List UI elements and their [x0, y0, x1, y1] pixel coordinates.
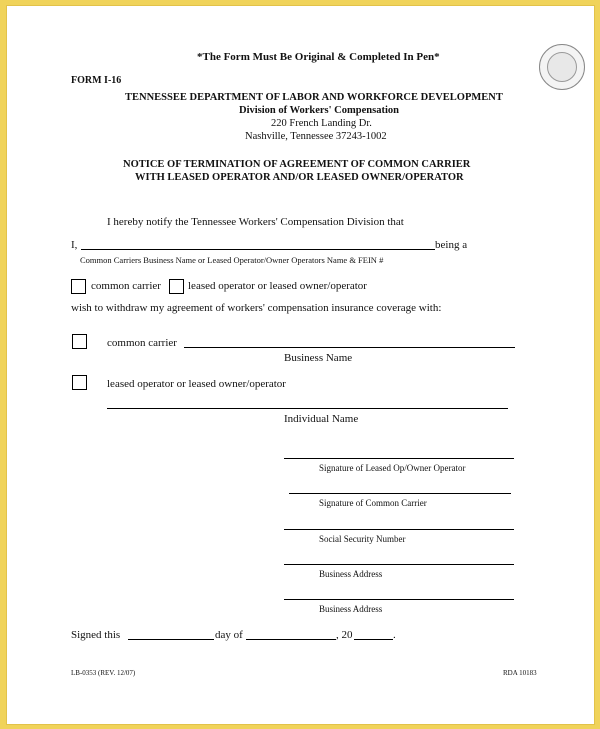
signed-day-field[interactable] — [128, 639, 214, 640]
title-line-2: WITH LEASED OPERATOR AND/OR LEASED OWNER/OPERATOR — [135, 172, 464, 183]
division-name: Division of Workers' Compensation — [239, 105, 399, 116]
business-address-caption-2: Business Address — [319, 604, 383, 614]
with-leased-operator-checkbox[interactable] — [72, 375, 87, 390]
carrier-signature-field[interactable] — [289, 493, 511, 494]
pen-notice: *The Form Must Be Original & Completed In Pen* — [197, 51, 440, 63]
name-fein-caption: Common Carriers Business Name or Leased Operator/Owner Operators Name & FEIN # — [80, 255, 384, 265]
common-carrier-option-label: common carrier — [91, 280, 161, 292]
business-address-caption-1: Business Address — [319, 569, 383, 579]
form-id: FORM I-16 — [71, 75, 122, 86]
common-carrier-checkbox[interactable] — [71, 279, 86, 294]
signed-this-label: Signed this — [71, 629, 121, 641]
business-name-field[interactable] — [184, 347, 515, 348]
leased-signature-field[interactable] — [284, 458, 514, 459]
ssn-caption: Social Security Number — [319, 534, 406, 544]
business-address-field-2[interactable] — [284, 599, 514, 600]
signed-month-field[interactable] — [246, 639, 336, 640]
intro-text: I hereby notify the Tennessee Workers' Compensation Division that — [107, 216, 404, 228]
form-revision-code: LB-0353 (REV. 12/07) — [71, 669, 136, 677]
with-common-carrier-label: common carrier — [107, 337, 177, 349]
leased-operator-option-label: leased operator or leased owner/operator — [188, 280, 367, 292]
ssn-field[interactable] — [284, 529, 514, 530]
business-address-field-1[interactable] — [284, 564, 514, 565]
address-line-1: 220 French Landing Dr. — [271, 118, 372, 129]
address-line-2: Nashville, Tennessee 37243-1002 — [245, 131, 387, 142]
year-prefix-label: , 20 — [336, 629, 353, 641]
being-a-label: being a — [435, 239, 468, 251]
day-of-label: day of — [215, 629, 243, 641]
individual-name-caption: Individual Name — [284, 413, 359, 425]
agency-name: TENNESSEE DEPARTMENT OF LABOR AND WORKFORCE DEVELOPMENT — [125, 92, 503, 103]
individual-name-field[interactable] — [107, 408, 508, 409]
leased-operator-checkbox[interactable] — [169, 279, 184, 294]
withdraw-text: wish to withdraw my agreement of workers' compensation insurance coverage with: — [71, 302, 442, 314]
with-common-carrier-checkbox[interactable] — [72, 334, 87, 349]
business-name-caption: Business Name — [284, 352, 353, 364]
name-fein-field[interactable] — [81, 249, 435, 250]
i-label: I, — [71, 239, 78, 251]
title-line-1: NOTICE OF TERMINATION OF AGREEMENT OF COMMON CARRIER — [123, 159, 471, 170]
form-page — [6, 5, 595, 725]
signed-period: . — [393, 629, 396, 641]
rda-code: RDA 10183 — [503, 669, 537, 677]
with-leased-operator-label: leased operator or leased owner/operator — [107, 378, 286, 390]
carrier-signature-caption: Signature of Common Carrier — [319, 498, 427, 508]
leased-signature-caption: Signature of Leased Op/Owner Operator — [319, 463, 466, 473]
signed-year-field[interactable] — [354, 639, 393, 640]
state-seal-icon — [539, 44, 585, 90]
